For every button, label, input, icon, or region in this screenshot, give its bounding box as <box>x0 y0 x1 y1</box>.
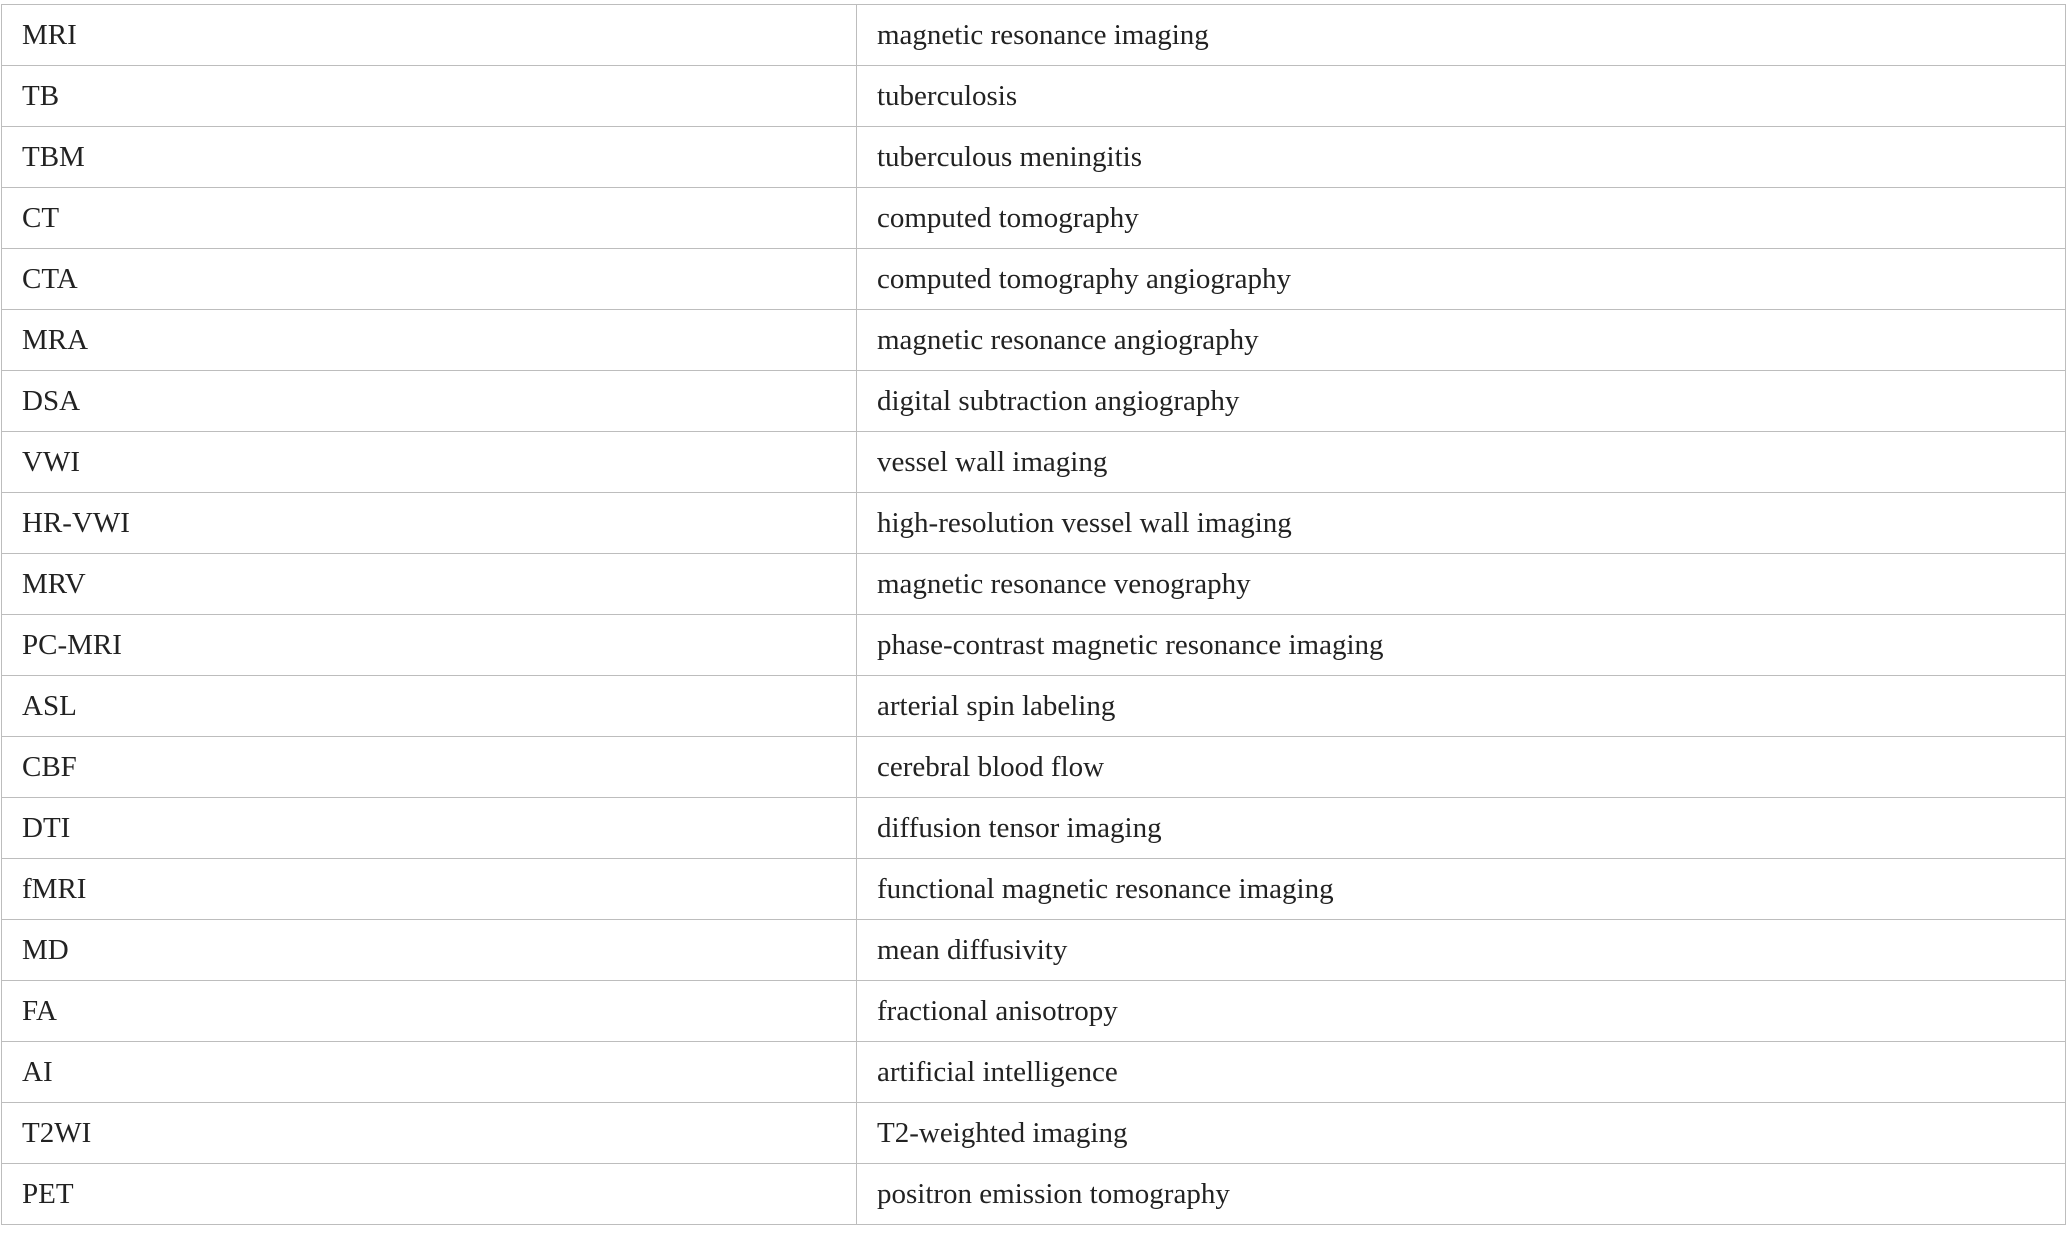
definition-cell: functional magnetic resonance imaging <box>857 859 2066 920</box>
table-row <box>2 554 2066 615</box>
definition-cell: vessel wall imaging <box>857 432 2066 493</box>
table-row <box>2 1164 2066 1225</box>
table-row <box>2 127 2066 188</box>
abbreviation-cell: fMRI <box>2 859 857 920</box>
abbreviation-cell: PC-MRI <box>2 615 857 676</box>
definition-cell: magnetic resonance venography <box>857 554 2066 615</box>
definition-cell: tuberculous meningitis <box>857 127 2066 188</box>
table-row <box>2 737 2066 798</box>
abbreviation-cell: T2WI <box>2 1103 857 1164</box>
abbreviation-cell: CBF <box>2 737 857 798</box>
definition-cell: artificial intelligence <box>857 1042 2066 1103</box>
table-row <box>2 493 2066 554</box>
abbreviation-cell: FA <box>2 981 857 1042</box>
abbreviation-cell: HR-VWI <box>2 493 857 554</box>
table-row <box>2 249 2066 310</box>
definition-cell: high-resolution vessel wall imaging <box>857 493 2066 554</box>
definition-cell: arterial spin labeling <box>857 676 2066 737</box>
abbreviation-cell: TBM <box>2 127 857 188</box>
table-row <box>2 5 2066 66</box>
abbreviation-cell: MRI <box>2 5 857 66</box>
definition-cell: phase-contrast magnetic resonance imaging <box>857 615 2066 676</box>
definition-cell: magnetic resonance angiography <box>857 310 2066 371</box>
table-row <box>2 188 2066 249</box>
definition-cell: digital subtraction angiography <box>857 371 2066 432</box>
abbreviation-cell: CTA <box>2 249 857 310</box>
table-row <box>2 310 2066 371</box>
abbreviation-cell: VWI <box>2 432 857 493</box>
abbreviation-cell: DSA <box>2 371 857 432</box>
abbreviation-cell: MRV <box>2 554 857 615</box>
table-row <box>2 920 2066 981</box>
table-row <box>2 859 2066 920</box>
definition-cell: fractional anisotropy <box>857 981 2066 1042</box>
abbreviations-table <box>1 4 2066 1225</box>
definition-cell: computed tomography <box>857 188 2066 249</box>
abbreviation-cell: MD <box>2 920 857 981</box>
abbreviation-cell: PET <box>2 1164 857 1225</box>
table-row <box>2 676 2066 737</box>
abbreviation-cell: CT <box>2 188 857 249</box>
abbreviation-cell: TB <box>2 66 857 127</box>
definition-cell: diffusion tensor imaging <box>857 798 2066 859</box>
abbreviation-cell: ASL <box>2 676 857 737</box>
definition-cell: tuberculosis <box>857 66 2066 127</box>
definition-cell: cerebral blood flow <box>857 737 2066 798</box>
table-row <box>2 371 2066 432</box>
definition-cell: computed tomography angiography <box>857 249 2066 310</box>
abbreviations-table-body <box>2 5 2066 1225</box>
definition-cell: positron emission tomography <box>857 1164 2066 1225</box>
table-row <box>2 432 2066 493</box>
table-row <box>2 798 2066 859</box>
abbreviation-cell: DTI <box>2 798 857 859</box>
abbreviation-cell: MRA <box>2 310 857 371</box>
table-row <box>2 1103 2066 1164</box>
definition-cell: mean diffusivity <box>857 920 2066 981</box>
abbreviation-cell: AI <box>2 1042 857 1103</box>
definition-cell: magnetic resonance imaging <box>857 5 2066 66</box>
definition-cell: T2-weighted imaging <box>857 1103 2066 1164</box>
table-row <box>2 981 2066 1042</box>
table-row <box>2 66 2066 127</box>
table-row <box>2 615 2066 676</box>
table-row <box>2 1042 2066 1103</box>
